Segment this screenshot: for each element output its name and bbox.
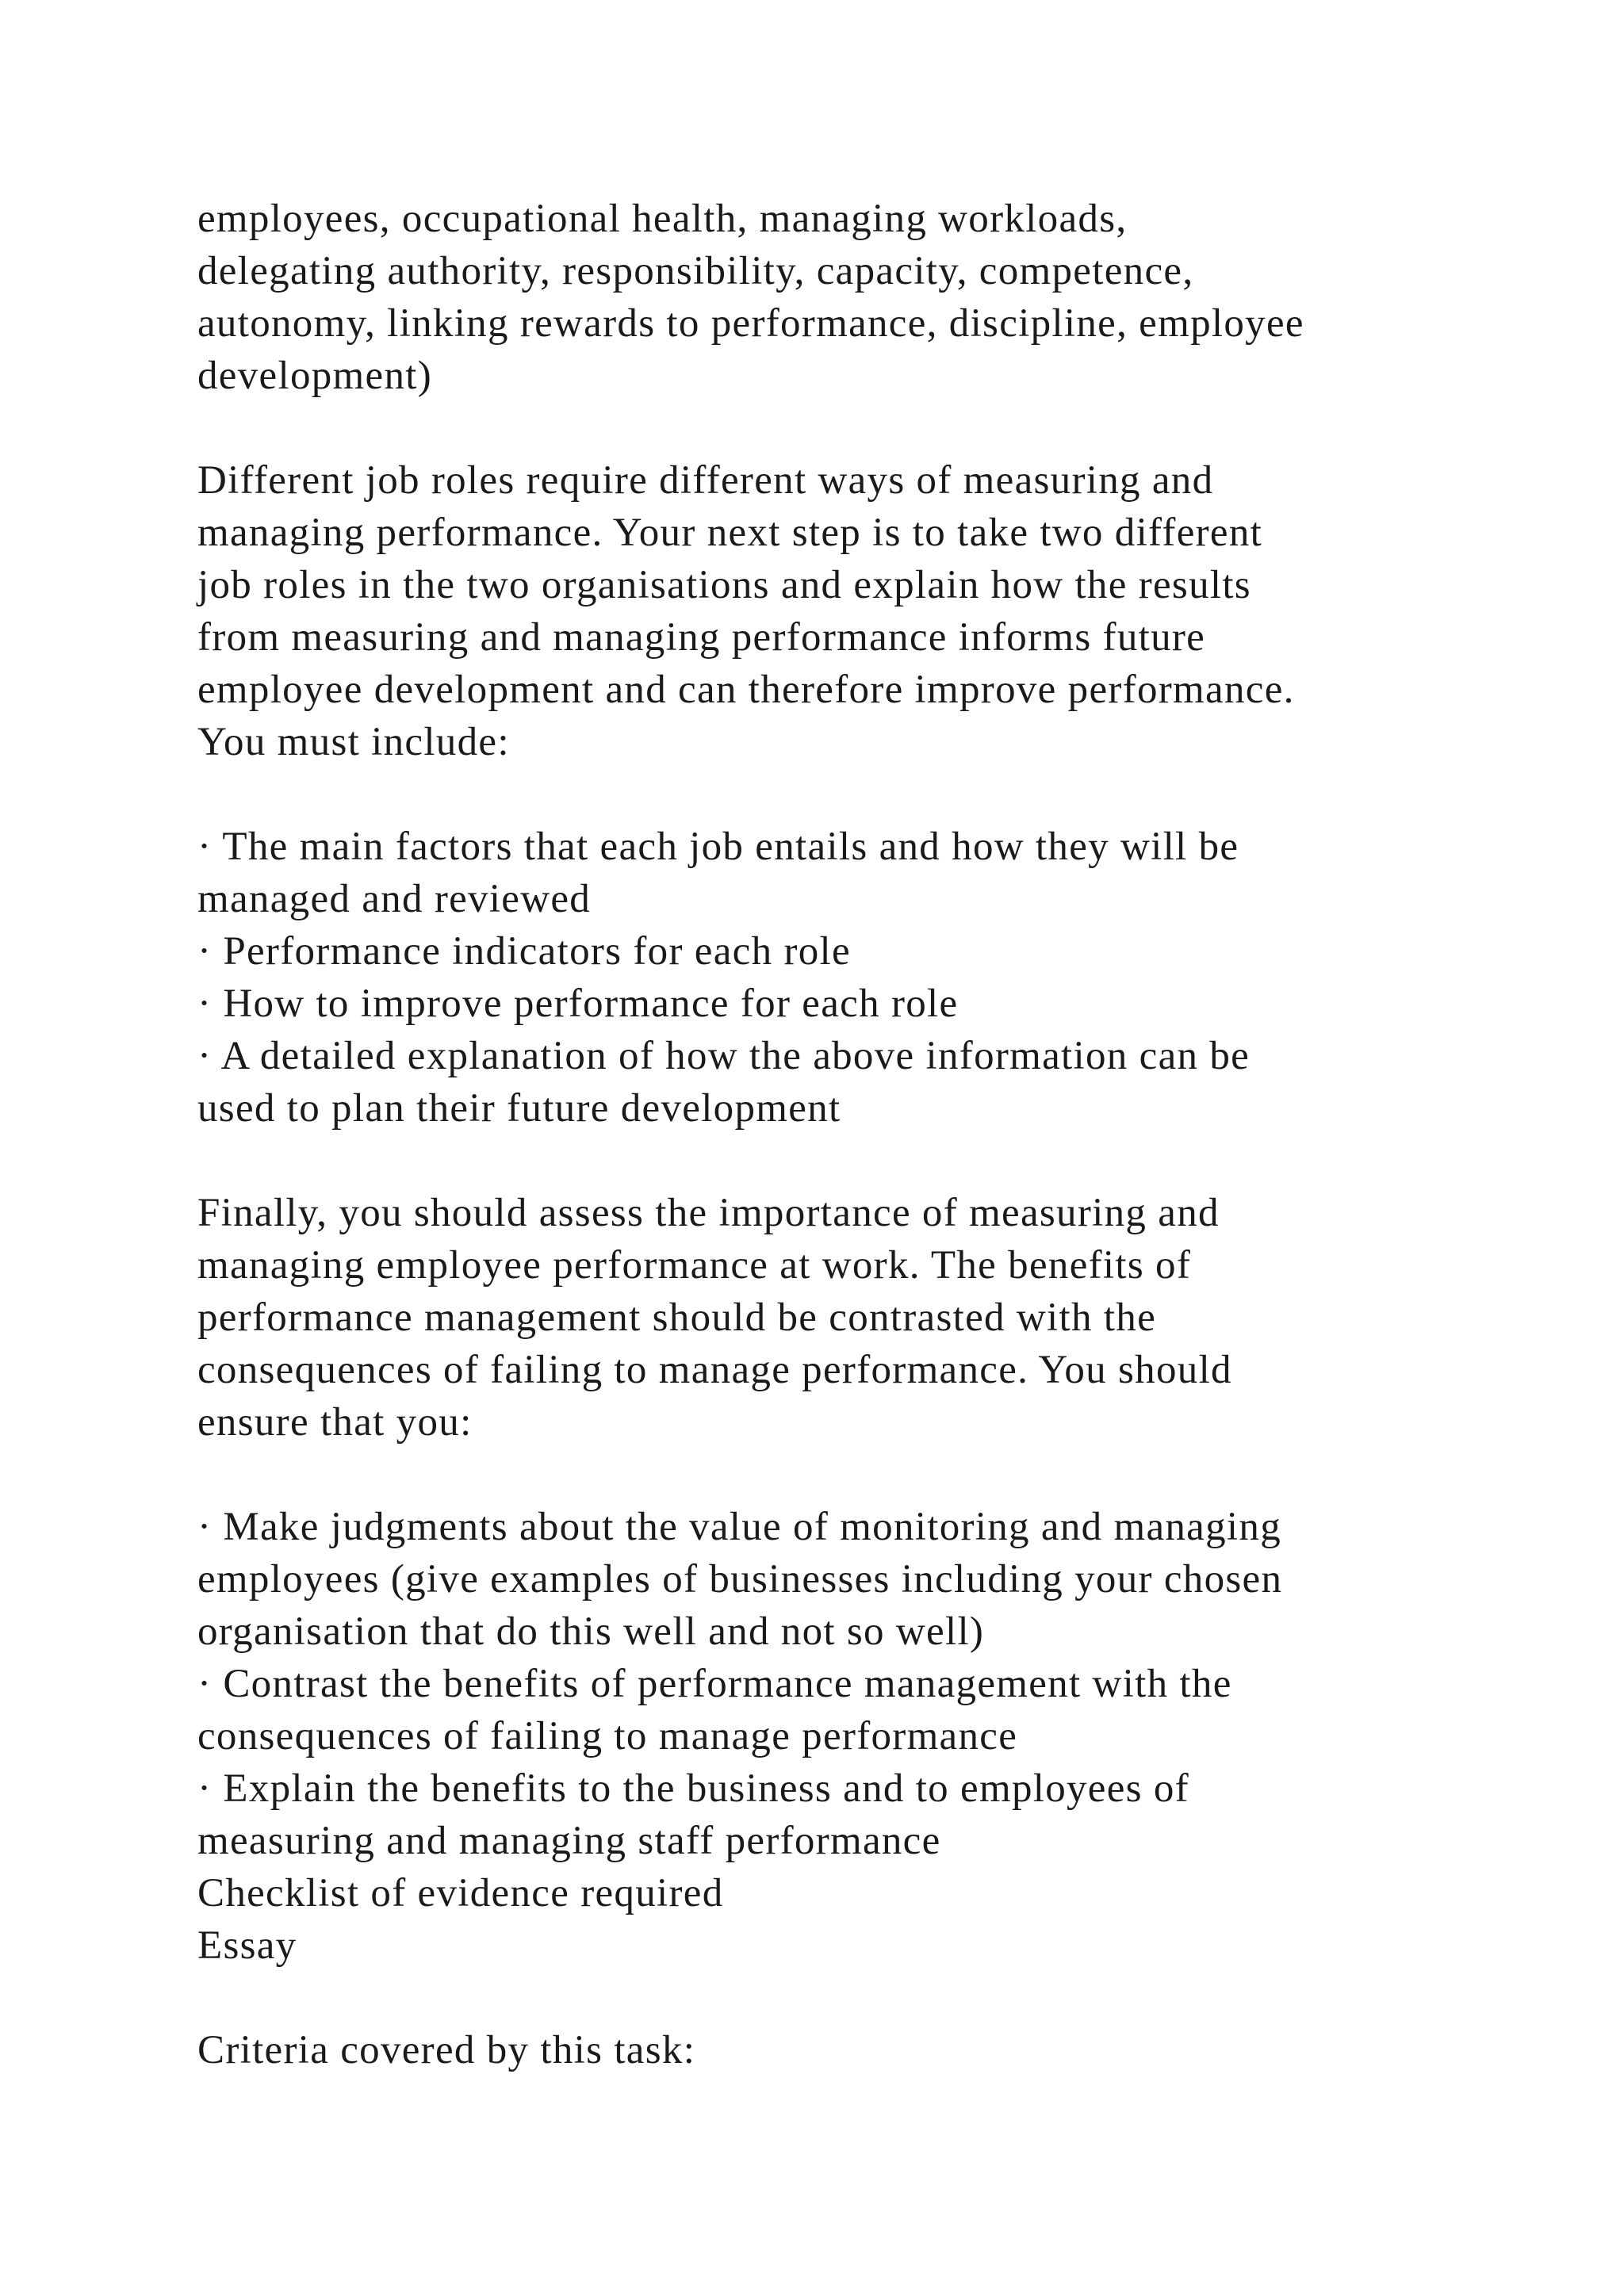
text-line: managing employee performance at work. The benefits of <box>197 1243 1192 1288</box>
text-line: Finally, you should assess the importance of measuring and <box>197 1191 1220 1235</box>
list-item: · A detailed explanation of how the above information can be <box>197 1034 1251 1078</box>
paragraph-criteria <box>197 2024 1498 2076</box>
criteria-heading: Criteria covered by this task: <box>197 2028 696 2072</box>
list-item: · Explain the benefits to the business and to employees of <box>197 1766 1189 1811</box>
paragraph-spacer <box>197 768 1498 821</box>
text-line: development) <box>197 354 433 398</box>
list-item: employees (give examples of businesses including your chosen <box>197 1557 1283 1601</box>
paragraph-job-roles <box>197 454 1498 768</box>
text-line: from measuring and managing performance informs future <box>197 615 1206 660</box>
text-line: managing performance. Your next step is to take two different <box>197 511 1263 555</box>
list-item: measuring and managing staff performance <box>197 1819 941 1863</box>
list-item: consequences of failing to manage performance <box>197 1714 1018 1758</box>
text-line: ensure that you: <box>197 1400 473 1445</box>
paragraph-spacer <box>197 1135 1498 1187</box>
list-item: · Performance indicators for each role <box>197 929 851 974</box>
text-line: Different job roles require different ways of measuring and <box>197 458 1214 503</box>
paragraph-assess-importance <box>197 1187 1498 1448</box>
paragraph-topics-continued <box>197 193 1498 402</box>
text-line: performance management should be contrasted with the <box>197 1295 1157 1340</box>
text-line: employees, occupational health, managing workloads, <box>197 197 1128 241</box>
list-item: · The main factors that each job entails and how they will be <box>197 825 1239 869</box>
list-item: · Contrast the benefits of performance management with the <box>197 1662 1232 1706</box>
paragraph-spacer <box>197 402 1498 454</box>
list-item: used to plan their future development <box>197 1086 841 1131</box>
text-line: autonomy, linking rewards to performance, discipline, employee <box>197 301 1304 346</box>
evidence-type: Essay <box>197 1923 297 1968</box>
text-line: You must include: <box>197 720 510 764</box>
paragraph-spacer <box>197 1972 1498 2024</box>
list-item: · How to improve performance for each role <box>197 982 959 1026</box>
text-line: employee development and can therefore improve performance. <box>197 668 1295 712</box>
list-item: · Make judgments about the value of monitoring and managing <box>197 1505 1281 1549</box>
text-line: job roles in the two organisations and explain how the results <box>197 563 1251 607</box>
text-line: delegating authority, responsibility, capacity, competence, <box>197 249 1194 293</box>
bullet-list-must-include <box>197 821 1498 1135</box>
bullet-list-ensure <box>197 1501 1498 1972</box>
list-item: managed and reviewed <box>197 877 592 921</box>
checklist-heading: Checklist of evidence required <box>197 1871 724 1915</box>
paragraph-spacer <box>197 1448 1498 1501</box>
document-body <box>197 193 1498 2076</box>
list-item: organisation that do this well and not so well) <box>197 1609 985 1654</box>
text-line: consequences of failing to manage performance. You should <box>197 1348 1232 1392</box>
